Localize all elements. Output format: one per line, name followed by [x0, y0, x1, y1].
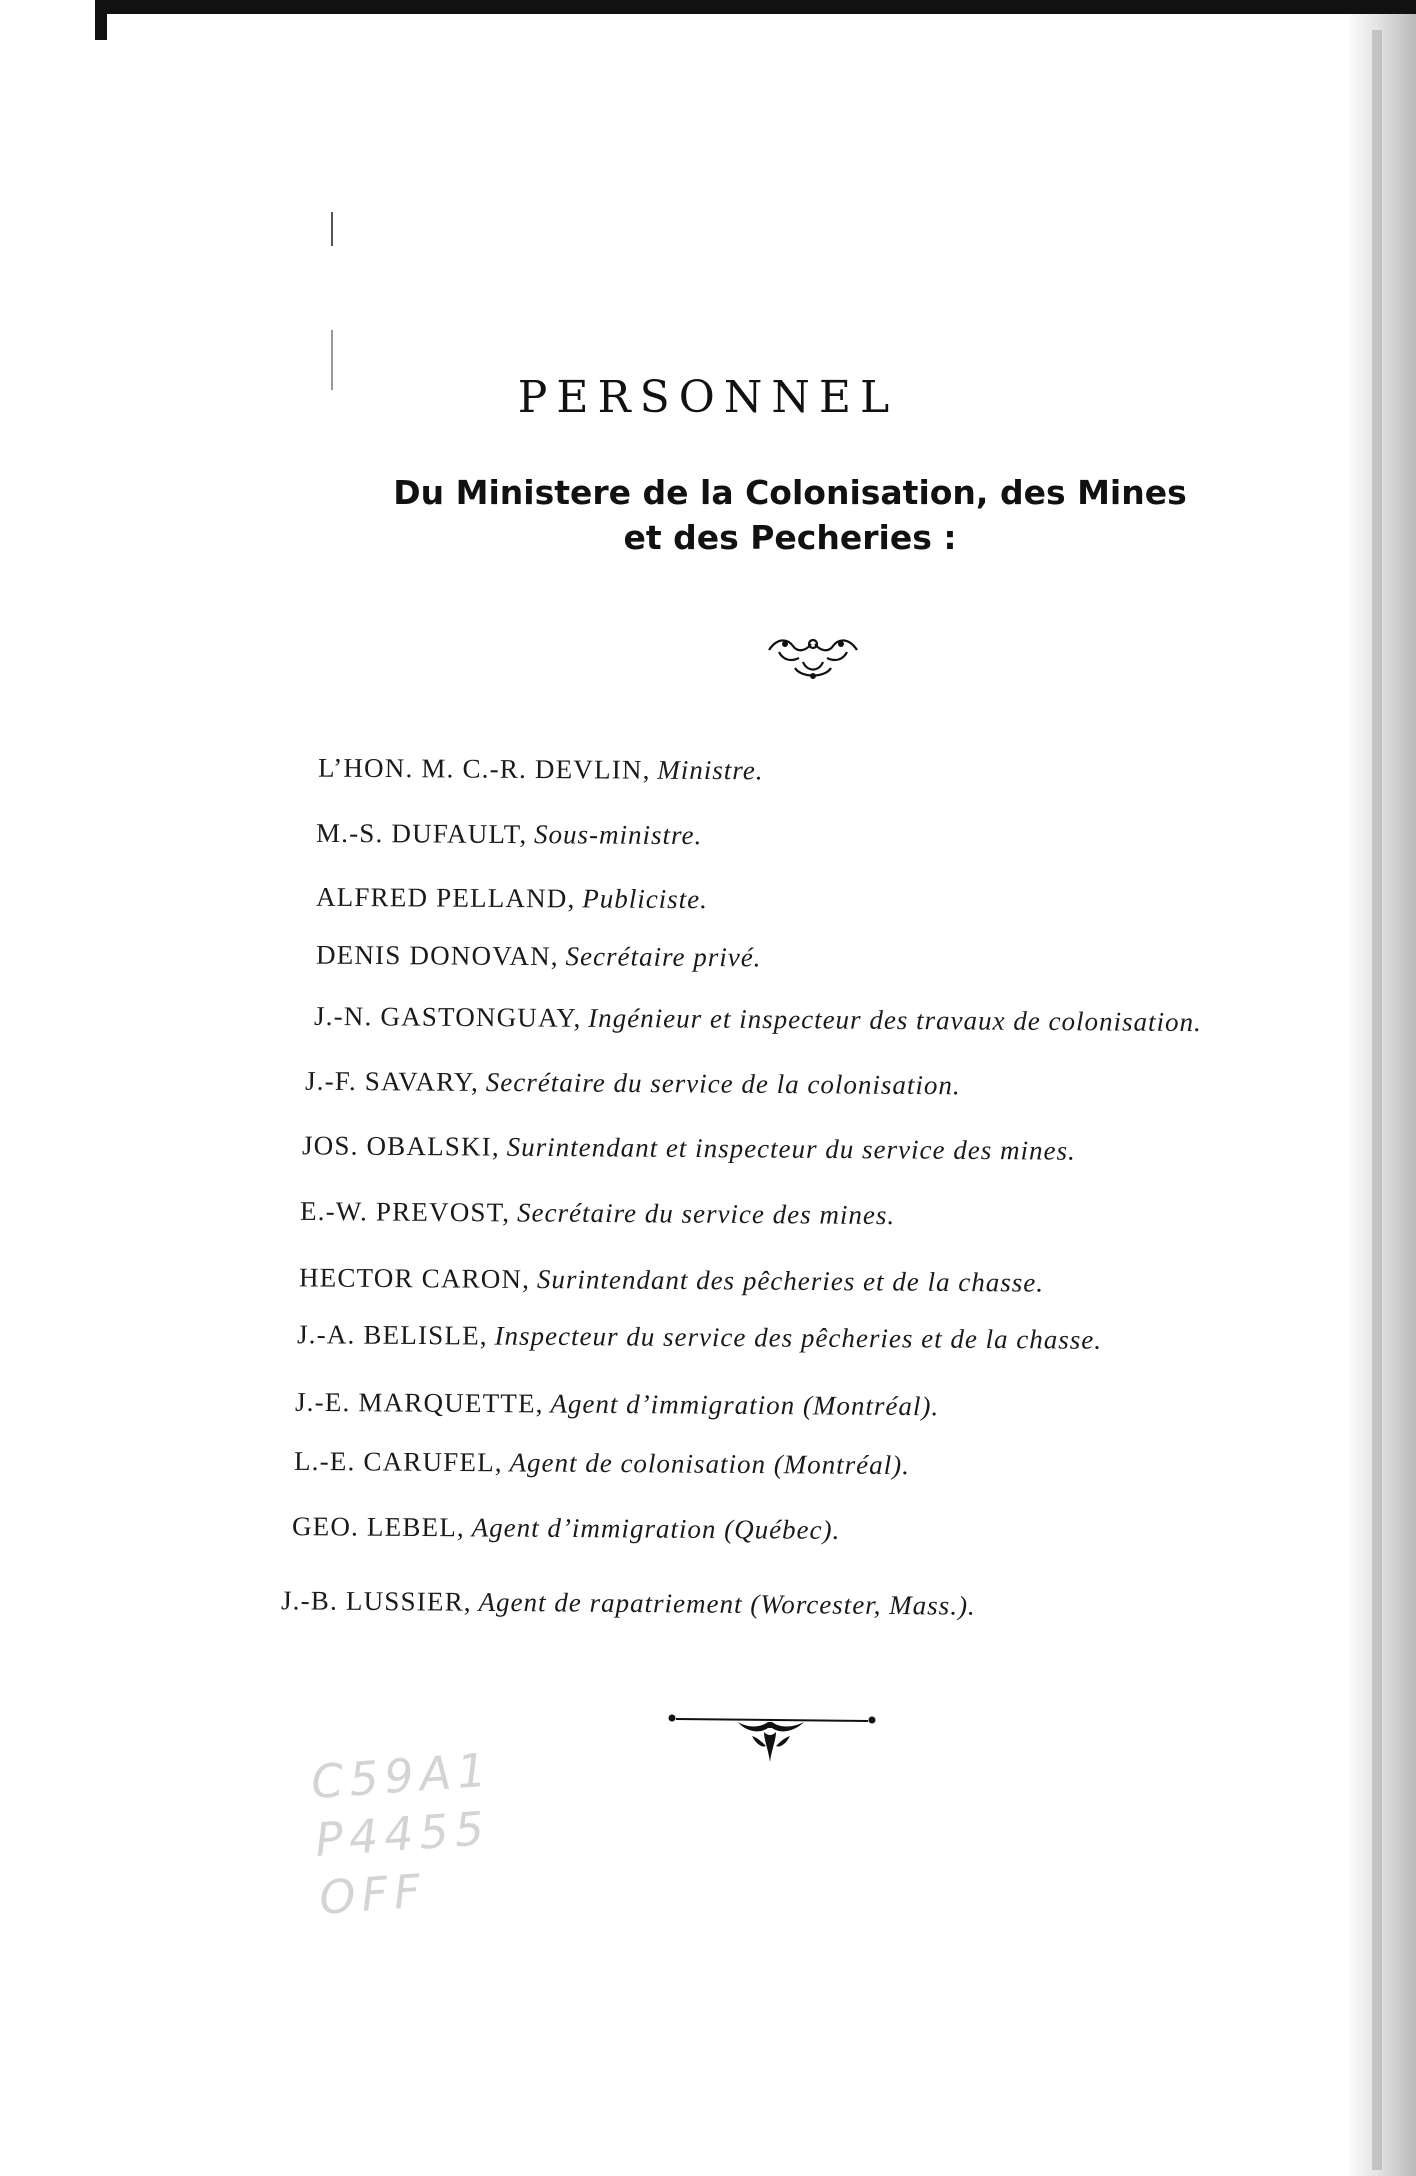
entry-name: L’HON. M. C.-R. DEVLIN,: [317, 752, 651, 785]
entry-title: Surintendant et inspecteur du service des mines.: [506, 1131, 1076, 1166]
personnel-entry: [292, 1511, 841, 1546]
library-call-number-stamp: C59A1 P4455 OFF: [309, 1742, 495, 1925]
entry-title: Surintendant des pêcheries et de la chasse.: [536, 1264, 1045, 1298]
entry-title: Agent d’immigration (Québec).: [471, 1512, 841, 1545]
entry-name: J.-N. GASTONGUAY,: [313, 1000, 582, 1033]
entry-name: J.-E. MARQUETTE,: [294, 1386, 544, 1419]
entry-name: M.-S. DUFAULT,: [315, 817, 528, 850]
entry-title: Secrétaire du service de la colonisation.: [485, 1066, 961, 1101]
entry-title: Ingénieur et inspecteur des travaux de colonisation.: [588, 1002, 1202, 1038]
entry-name: J.-A. BELISLE,: [296, 1319, 488, 1351]
entry-title: Agent de colonisation (Montréal).: [509, 1447, 911, 1481]
personnel-entry: [316, 882, 708, 915]
entry-name: ALFRED PELLAND,: [315, 881, 576, 914]
personnel-entry: [316, 940, 762, 974]
entry-title: Publiciste.: [582, 883, 709, 915]
entry-name: HECTOR CARON,: [298, 1262, 531, 1295]
entry-title: Secrétaire du service des mines.: [516, 1197, 896, 1231]
entry-name: GEO. LEBEL,: [291, 1511, 466, 1543]
entry-title: Agent de rapatriement (Worcester, Mass.).: [478, 1586, 976, 1621]
page-heading: PERSONNEL: [517, 372, 899, 423]
personnel-entry: [316, 818, 703, 851]
scroll-divider-ornament-icon: [668, 1706, 876, 1766]
subtitle-line-2: et des Pecheries :: [623, 518, 957, 557]
entry-title: Sous-ministre.: [533, 819, 703, 851]
entry-name: DENIS DONOVAN,: [315, 939, 559, 972]
entry-title: Inspecteur du service des pêcheries et de la chasse.: [494, 1320, 1103, 1355]
entry-name: L.-E. CARUFEL,: [293, 1445, 503, 1478]
personnel-entry: [318, 753, 764, 787]
entry-name: J.-B. LUSSIER,: [280, 1585, 472, 1617]
personnel-entry: [281, 1585, 976, 1621]
entry-title: Ministre.: [657, 754, 764, 786]
entry-name: J.-F. SAVARY,: [304, 1065, 480, 1097]
personnel-entry: [297, 1319, 1102, 1356]
subtitle-line-1: Du Ministere de la Colonisation, des Mines: [393, 473, 1187, 512]
personnel-entry: [314, 1001, 1202, 1038]
personnel-entry: [302, 1130, 1076, 1166]
personnel-entry: [305, 1066, 961, 1102]
personnel-entry: [300, 1196, 895, 1231]
entry-title: Agent d’immigration (Montréal).: [550, 1388, 940, 1422]
entry-title: Secrétaire privé.: [565, 941, 762, 973]
entry-name: E.-W. PREVOST,: [299, 1195, 511, 1228]
entry-name: JOS. OBALSKI,: [301, 1130, 501, 1162]
personnel-entry: [294, 1446, 910, 1481]
personnel-entry: [299, 1262, 1044, 1298]
personnel-entry: [295, 1387, 939, 1422]
